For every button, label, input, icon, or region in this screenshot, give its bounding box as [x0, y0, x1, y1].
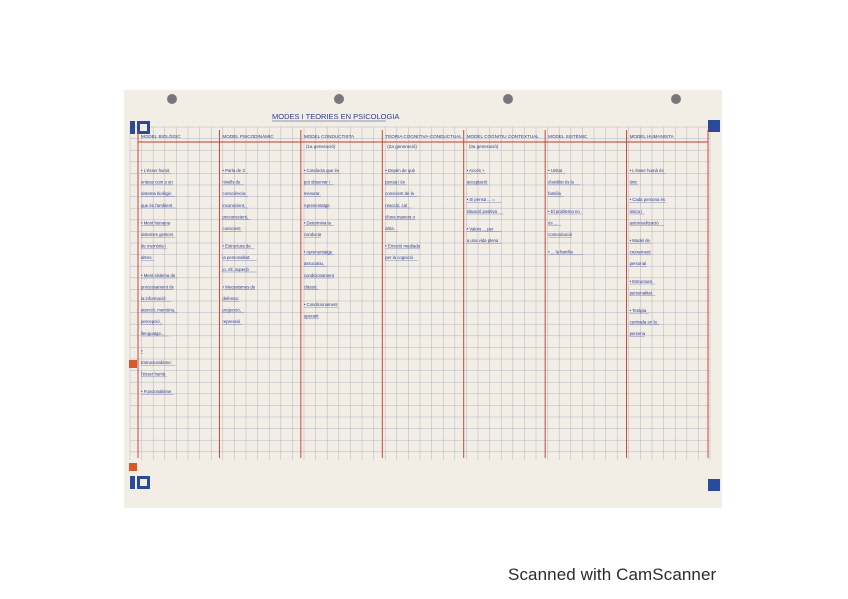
cell-text-line: •: [141, 348, 143, 354]
cell-text-line: • Parla de 3: [222, 168, 245, 173]
cell-text-line: • Teràpia: [629, 308, 647, 313]
cell-text-line: altres: [141, 255, 152, 261]
cell-text-line: sistemes gestors: [141, 232, 174, 237]
column-header: MODEL COGNITIU CONTEXTUAL: [466, 134, 539, 139]
cell-text-line: la informació:: [141, 296, 167, 301]
cell-text-line: • ... la família: [548, 249, 573, 255]
cell-text-line: • L'ésser humà és: [629, 168, 664, 173]
column-subheader: (1a generació): [305, 144, 336, 149]
column-header: MODEL CONDUCTISTA: [303, 134, 355, 139]
cell-text-line: mesurar.: [303, 191, 321, 197]
cell-text-line: a una vida plena: [466, 238, 499, 243]
brand-logo-top-left: [130, 121, 150, 134]
cell-text-line: conscient de la: [385, 191, 414, 197]
scanned-sheet: [124, 90, 722, 508]
cell-text-line: • Determina la: [303, 220, 331, 226]
column-header: MODEL BIOLÒGIC: [141, 134, 181, 139]
cell-text-line: • Ment humana: [141, 220, 170, 226]
cell-text-line: • Aprenentatge: [303, 249, 333, 255]
cell-text-line: conscient: [222, 226, 241, 231]
column-subheader: (3a generació): [468, 144, 499, 149]
cell-text-line: pensa i és: [385, 179, 405, 185]
cell-text-line: única i: [629, 208, 642, 214]
cell-text-line: jo, ell, superjò: [222, 266, 249, 272]
cell-text-line: consciència:: [222, 191, 247, 197]
cell-text-line: autorrealització: [629, 220, 659, 226]
cell-text-line: percepció,: [141, 319, 161, 325]
brand-logo-bottom-left: [130, 476, 150, 489]
cell-text-line: clàssic: [303, 284, 317, 290]
scanner-watermark-text: Scanned with CamScanner: [508, 565, 717, 584]
paper-background: [124, 90, 722, 508]
cell-text-line: d'una manera o: [385, 214, 416, 220]
cell-text-line: és ...: [548, 220, 558, 226]
cell-text-line: inconscient,: [222, 202, 246, 208]
cell-text-line: acceptació: [466, 179, 488, 185]
cell-text-line: família: [548, 191, 561, 197]
cell-text-line: • Funcionalisme: [141, 389, 172, 395]
orange-mark: [129, 360, 137, 368]
cell-text-line: que és l'ambient: [141, 202, 173, 208]
cell-text-line: defensa:: [222, 296, 239, 301]
grid-paper: [124, 90, 722, 508]
cell-text-line: • Estructura de: [222, 243, 251, 249]
cell-text-line: persona: [629, 331, 646, 337]
cell-text-line: Estructuralisme:: [141, 360, 172, 365]
column-subheader: (2a generació): [387, 144, 417, 149]
cell-text-line: centrada en la: [629, 319, 657, 325]
orange-mark: [129, 463, 137, 471]
cell-text-line: conducta: [303, 232, 322, 237]
cell-text-line: processament de: [141, 284, 174, 290]
sheet-title: MODES I TEORIES EN PSICOLOGIA: [272, 112, 400, 121]
cell-text-line: llenguatge...: [141, 330, 165, 336]
cell-text-line: projecció,: [222, 307, 241, 313]
cell-text-line: Aprenentatge: [303, 202, 330, 208]
cell-text-line: • Model de: [629, 238, 650, 243]
cell-text-line: • Si pensa ... =: [466, 197, 495, 203]
cell-text-line: únic: [629, 179, 638, 185]
cell-text-line: associatiu,: [303, 261, 325, 267]
cell-text-line: • L'ésser humà: [141, 168, 170, 173]
cell-text-line: • El problema no: [548, 208, 580, 214]
cell-text-line: • Cada persona és: [629, 197, 666, 203]
cell-text-line: operant: [303, 313, 319, 319]
column-header: MODEL PSICODINÀMIC: [222, 134, 274, 139]
cell-text-line: personal: [629, 261, 647, 267]
column-header: MODEL SISTÈMIC: [548, 134, 588, 139]
cell-text-line: l'ésser humà: [141, 371, 166, 377]
cell-text-line: • Condicionament: [303, 302, 338, 307]
cell-text-line: • Emoció mediada: [385, 243, 420, 249]
column-header: MODEL HUMANISTA: [629, 134, 674, 139]
binder-hole: [503, 94, 513, 104]
corner-mark-bottom-right: [708, 479, 720, 491]
column-header: TEORIA COGNITIVA-CONDUCTUAL: [385, 134, 462, 139]
cell-text-line: pot observar i: [303, 179, 330, 185]
cell-text-line: • Unitat: [548, 168, 563, 173]
cell-text-line: • Estructura: [629, 278, 652, 284]
binder-hole: [334, 94, 344, 104]
cell-text-line: atenció, memòria,: [141, 307, 176, 313]
cell-text-line: altra.: [385, 226, 395, 231]
cell-text-line: la personalitat:: [222, 255, 251, 261]
cell-text-line: • Depèn de què: [385, 168, 415, 173]
binder-hole: [671, 94, 681, 104]
cell-text-line: reacció, cal: [385, 202, 408, 208]
cell-text-line: sistema biològic: [141, 191, 172, 197]
cell-text-line: situació positiva: [466, 208, 498, 214]
corner-mark-top-right: [708, 120, 720, 132]
cell-text-line: entesa com a un: [141, 179, 173, 185]
cell-text-line: • Valors ... per: [466, 226, 494, 232]
cell-text-line: personalitat: [629, 290, 652, 296]
cell-text-line: • Ment sistema de: [141, 272, 176, 278]
cell-text-line: • Accés +: [466, 168, 485, 173]
cell-text-line: condicionament: [303, 272, 334, 278]
cell-text-line: nivells de: [222, 179, 241, 185]
cell-text-line: • Mecanismes de: [222, 284, 256, 290]
cell-text-line: repressió: [222, 319, 241, 325]
binder-hole: [167, 94, 177, 104]
cell-text-line: de memòria i: [141, 243, 166, 249]
cell-text-line: preconscient,: [222, 214, 248, 220]
cell-text-line: d'anàlisi és la: [548, 179, 574, 185]
cell-text-line: comunicació: [548, 232, 573, 237]
cell-text-line: per la cognició: [385, 255, 414, 261]
cell-text-line: • Conducta que és: [303, 168, 340, 173]
cell-text-line: creixement: [629, 249, 651, 255]
